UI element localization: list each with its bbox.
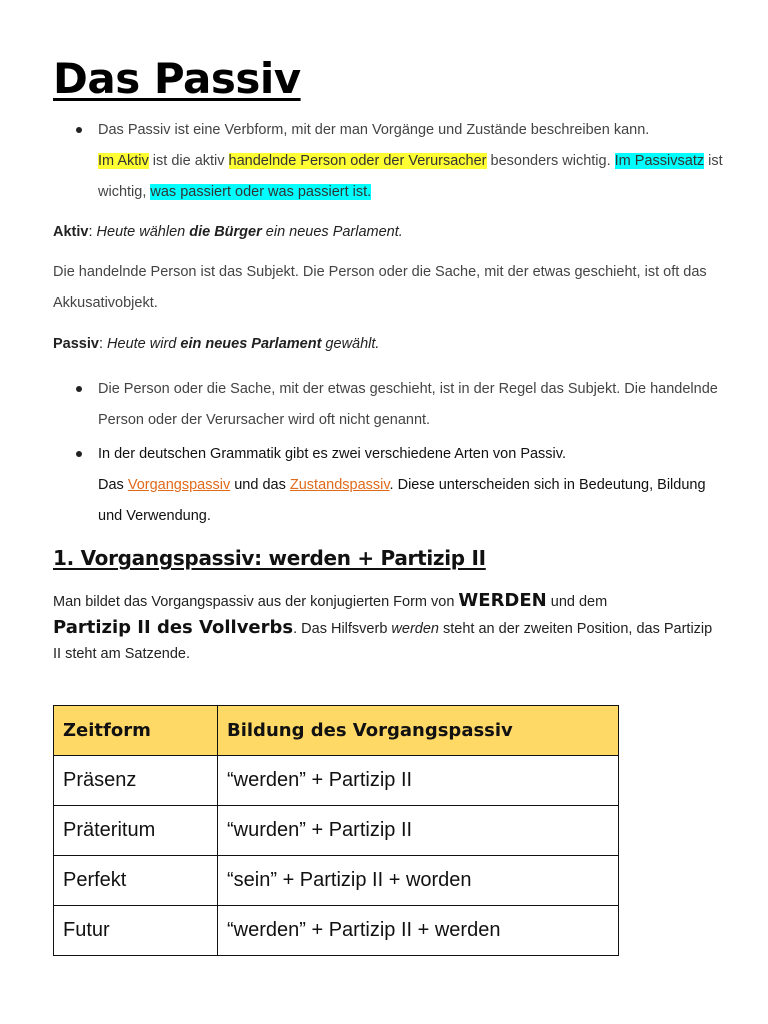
vorgangspassiv-table: [53, 705, 619, 956]
intro-werden-italic: werden: [391, 621, 439, 637]
highlight-was-passiert: was passiert oder was passiert ist.: [150, 184, 372, 200]
highlight-im-aktiv: Im Aktiv: [98, 153, 149, 169]
bullet-text: besonders wichtig.: [486, 153, 615, 169]
table-cell-zeitform: Perfekt: [54, 856, 218, 906]
table-row: [54, 856, 619, 906]
bullet-dot: [76, 451, 82, 457]
aktiv-subject: die Bürger: [189, 224, 262, 240]
intro-text: und dem: [546, 594, 608, 610]
passiv-sentence-part: gewählt.: [321, 336, 380, 352]
intro-werden-emphasis: WERDEN: [458, 590, 547, 611]
passiv-subject: ein neues Parlament: [180, 336, 322, 352]
table-header-row: [54, 706, 619, 756]
page-title: Das Passiv: [53, 54, 301, 103]
table-header-bildung: Bildung des Vorgangspassiv: [218, 706, 619, 756]
passiv-label: Passiv: [53, 336, 99, 352]
aktiv-sentence-part: ein neues Parlament.: [261, 224, 403, 240]
highlight-handelnde-person: handelnde Person oder der Verursacher: [228, 153, 487, 169]
intro-text: Man bildet das Vorgangspassiv aus der konjugierten Form von: [53, 594, 459, 610]
explanation-paragraph: Die handelnde Person ist das Subjekt. Die Person oder die Sache, mit der etwas geschieht, ist oft das Akkusativobjekt.: [53, 264, 707, 311]
table-cell-bildung: “werden” + Partizip II + werden: [218, 906, 619, 956]
bullet-passiv-definition: [98, 115, 723, 208]
intro-text: . Das Hilfsverb: [293, 621, 392, 637]
section-heading-vorgangspassiv: 1. Vorgangspassiv: werden + Partizip II: [53, 546, 486, 570]
passiv-example: [53, 329, 723, 360]
bullet-text: und das: [230, 477, 290, 493]
bullet-text: Das Passiv ist eine Verbform, mit der man Vorgänge und Zustände beschreiben kann.: [98, 122, 650, 138]
table-cell-zeitform: Präteritum: [54, 806, 218, 856]
aktiv-example: [53, 217, 723, 248]
table-cell-bildung: “werden” + Partizip II: [218, 756, 619, 806]
bullet-text: In der deutschen Grammatik gibt es zwei verschiedene Arten von Passiv.: [98, 446, 566, 462]
aktiv-label: Aktiv: [53, 224, 89, 240]
highlight-im-passivsatz: Im Passivsatz: [614, 153, 705, 169]
table-cell-zeitform: Futur: [54, 906, 218, 956]
table-cell-zeitform: Präsenz: [54, 756, 218, 806]
link-vorgangspassiv[interactable]: Vorgangspassiv: [127, 477, 231, 493]
aktiv-sentence-part: Heute wählen: [96, 224, 190, 240]
link-zustandspassiv[interactable]: Zustandspassiv: [289, 477, 390, 493]
bullet-subjekt: Die Person oder die Sache, mit der etwas geschieht, ist in der Regel das Subjekt. Die handelnde Person oder der Verursacher wird oft nicht genannt.: [98, 381, 718, 428]
intro-text: steht an der zweiten Position, das Partizip II steht am Satzende.: [53, 621, 713, 662]
bullet-text: Das: [98, 477, 128, 493]
passiv-sentence-part: Heute wird: [107, 336, 181, 352]
table-cell-bildung: “sein” + Partizip II + worden: [218, 856, 619, 906]
aktiv-separator: :: [88, 224, 97, 240]
table-row: [54, 756, 619, 806]
bullet-passiv-arten: [98, 439, 723, 532]
table-row: [54, 806, 619, 856]
table-row: [54, 906, 619, 956]
passiv-separator: :: [98, 336, 108, 352]
bullet-text: ist wichtig,: [98, 153, 723, 200]
table-header-zeitform: Zeitform: [54, 706, 218, 756]
intro-partizip-emphasis: Partizip II des Vollverbs: [53, 617, 294, 638]
bullet-dot: [76, 386, 82, 392]
bullet-dot: [76, 127, 82, 133]
vorgangspassiv-intro: [53, 588, 723, 667]
bullet-text: ist die aktiv: [148, 153, 229, 169]
bullet-text: . Diese unterscheiden sich in Bedeutung, Bildung und Verwendung.: [98, 477, 706, 524]
table-cell-bildung: “wurden” + Partizip II: [218, 806, 619, 856]
